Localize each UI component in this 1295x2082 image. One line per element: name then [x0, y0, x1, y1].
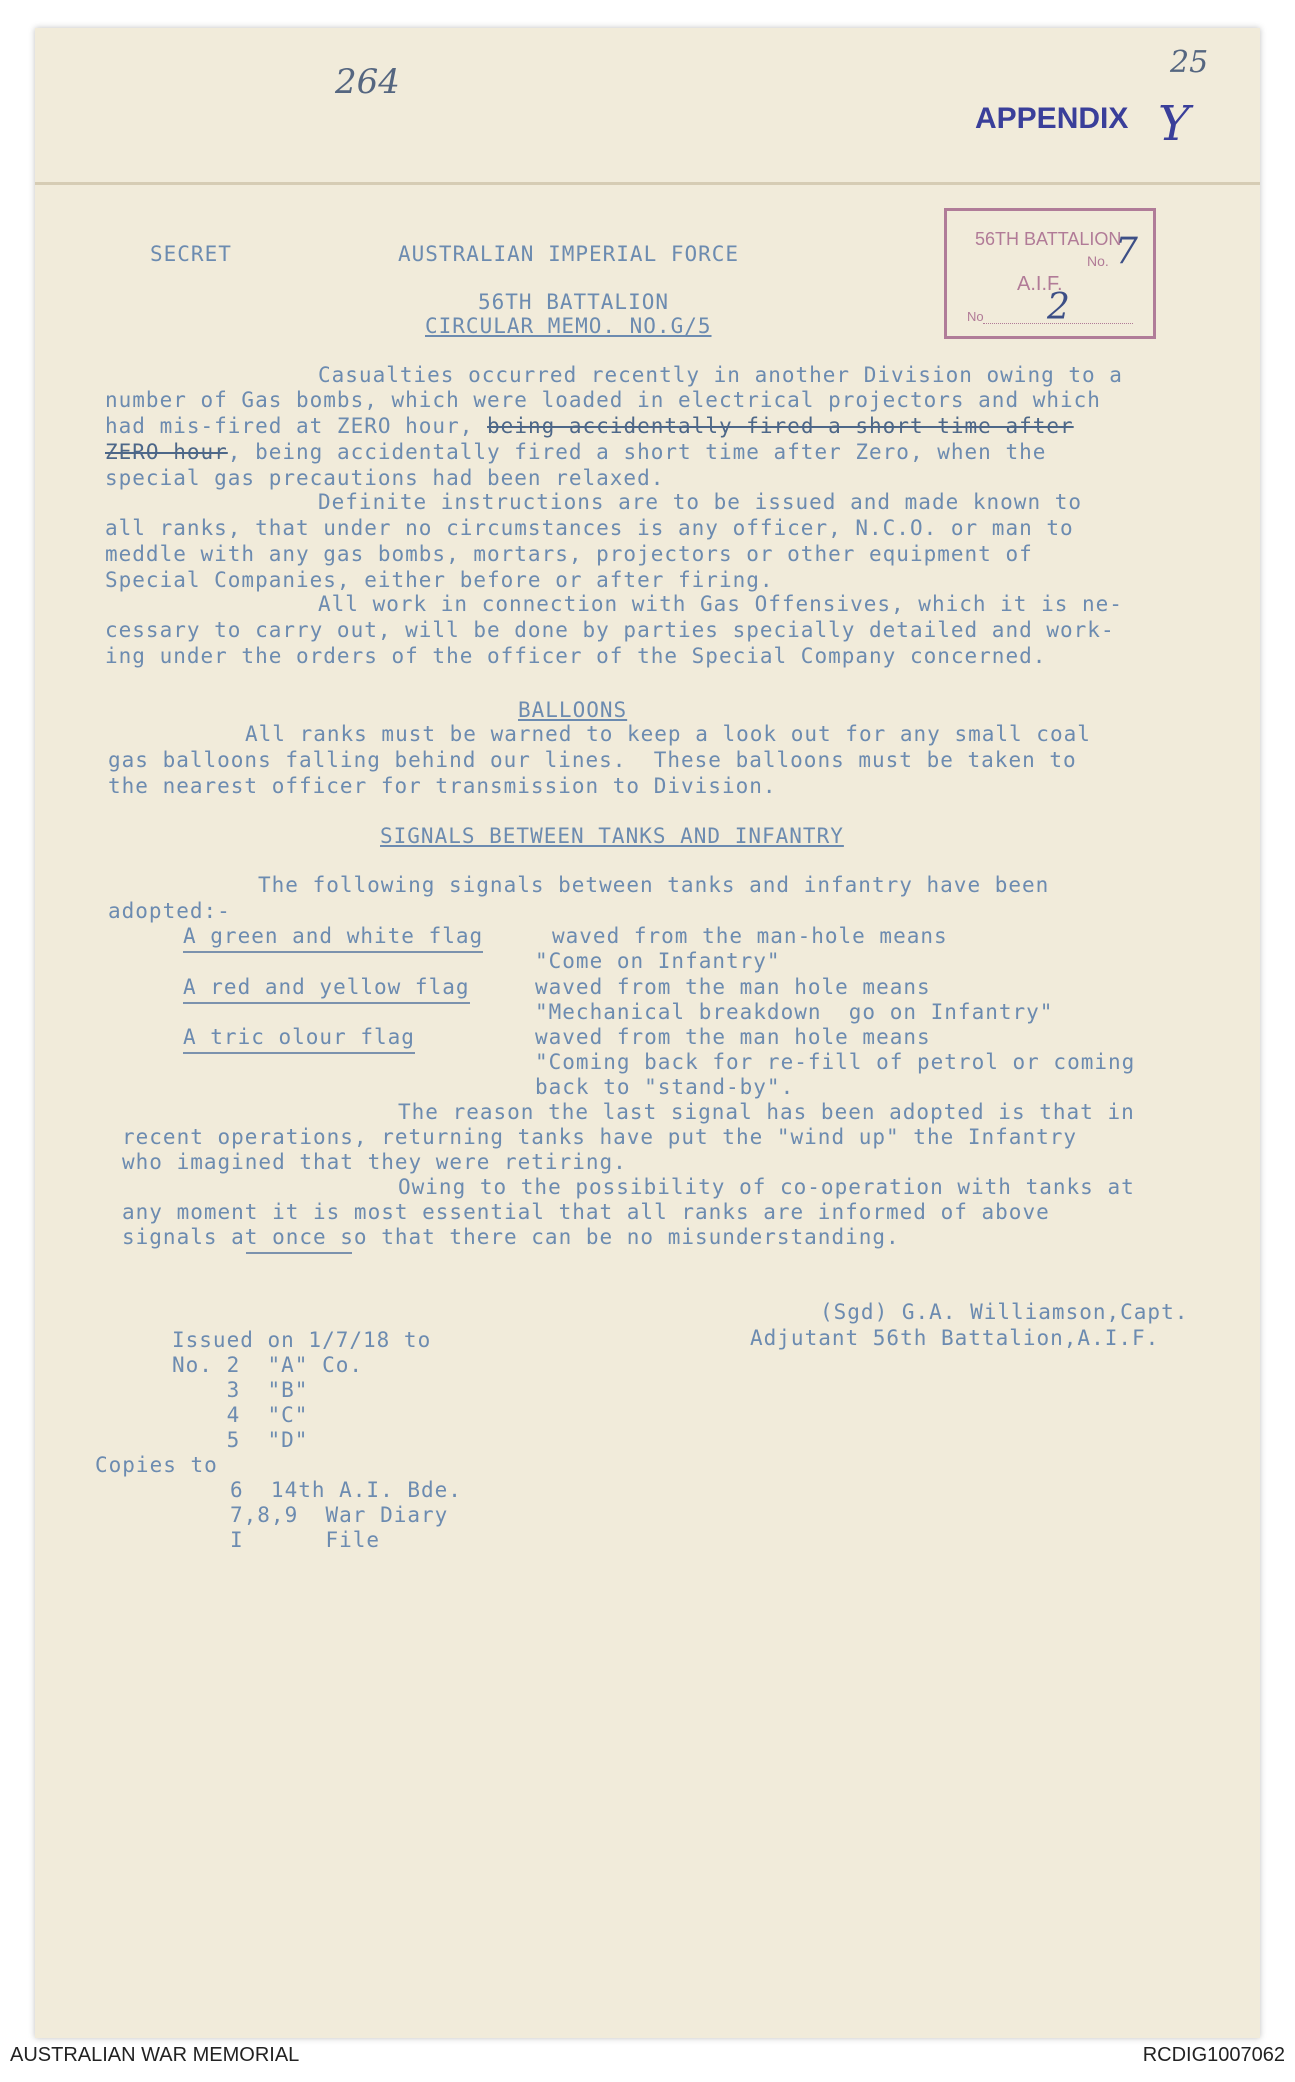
gas-line-5: special gas precautions had been relaxed. — [105, 466, 665, 490]
owing-line-3: signals at once so that there can be no misunderstanding. — [122, 1225, 900, 1249]
reason-line-2: recent operations, returning tanks have put the "wind up" the Infantry — [122, 1125, 1078, 1149]
balloons-heading: BALLOONS — [518, 698, 628, 722]
flag-red-yellow-meaning: "Mechanical breakdown go on Infantry" — [535, 1000, 1054, 1024]
balloons-line-1: All ranks must be warned to keep a look out for any small coal — [245, 722, 1091, 746]
receipt-stamp-no2-label: No — [967, 309, 984, 324]
signals-intro-1: The following signals between tanks and infantry have been — [258, 873, 1050, 897]
gas-line-10: All work in connection with Gas Offensives, which it is ne- — [318, 592, 1123, 616]
pencil-page-number: 25 — [1170, 45, 1209, 80]
gas-line-8: meddle with any gas bombs, mortars, projectors or other equipment of — [105, 542, 1033, 566]
gas-line-9: Special Companies, either before or after firing. — [105, 568, 774, 592]
copies-row: 6 14th A.I. Bde. — [230, 1478, 462, 1502]
force-title: AUSTRALIAN IMPERIAL FORCE — [398, 242, 740, 266]
receipt-stamp-no-value: 7 — [1115, 231, 1138, 272]
gas-line-3 — [105, 414, 1074, 438]
gas-line-12: ing under the orders of the officer of the Special Company concerned. — [105, 644, 1047, 668]
signature-title: Adjutant 56th Battalion,A.I.F. — [750, 1326, 1160, 1350]
footer-record-id: RCDIG1007062 — [1142, 2044, 1285, 2066]
gas-line-6: Definite instructions are to be issued and made known to — [318, 490, 1083, 514]
copies-row: I File — [230, 1528, 381, 1552]
gas-line-2: number of Gas bombs, which were loaded in electrical projectors and which — [105, 388, 1101, 412]
flag-tricolour-action: waved from the man hole means — [535, 1025, 931, 1049]
flag-green-white-action: waved from the man-hole means — [552, 924, 948, 948]
copies-row: 7,8,9 War Diary — [230, 1503, 449, 1527]
flag-tricolour-meaning-2: back to "stand-by". — [535, 1075, 795, 1099]
flag-tricolour-meaning-1: "Coming back for re-fill of petrol or coming — [535, 1050, 1136, 1074]
flag-tricolour: A tric olour flag — [183, 1025, 415, 1054]
issued-row: 5 "D" — [172, 1428, 309, 1452]
reason-line-1: The reason the last signal has been adopted is that in — [398, 1100, 1135, 1124]
balloons-line-2: gas balloons falling behind our lines. These balloons must be taken to — [108, 748, 1077, 772]
owing-line-2: any moment it is most essential that all ranks are informed of above — [122, 1200, 1050, 1224]
gas-line-4 — [105, 440, 1046, 464]
flag-green-white-meaning: "Come on Infantry" — [535, 949, 781, 973]
receipt-stamp-aif: A.I.F. — [1017, 273, 1063, 295]
battalion-title: 56TH BATTALION — [478, 290, 670, 314]
receipt-stamp — [944, 208, 1156, 339]
paper-fold-line — [35, 182, 1260, 185]
appendix-mark: Y — [1158, 96, 1190, 152]
copies-label: Copies to — [95, 1453, 218, 1477]
gas-line-3-struck: being accidentally fired a short time after — [487, 414, 1074, 438]
receipt-stamp-unit: 56TH BATTALION — [975, 229, 1122, 249]
balloons-line-3: the nearest officer for transmission to Division. — [108, 774, 777, 798]
at-once-underline — [246, 1252, 352, 1254]
flag-green-white: A green and white flag — [183, 924, 483, 953]
flag-red-yellow-action: waved from the man hole means — [535, 975, 931, 999]
gas-line-7: all ranks, that under no circumstances is any officer, N.C.O. or man to — [105, 516, 1074, 540]
secret-label: SECRET — [150, 242, 232, 266]
reason-line-3: who imagined that they were retiring. — [122, 1150, 627, 1174]
footer-institution: AUSTRALIAN WAR MEMORIAL — [10, 2044, 300, 2066]
signals-intro-2: adopted:- — [108, 899, 231, 923]
gas-line-1: Casualties occurred recently in another Division owing to a — [318, 363, 1123, 387]
owing-line-1: Owing to the possibility of co-operation with tanks at — [398, 1175, 1135, 1199]
issued-row: 3 "B" — [172, 1378, 309, 1402]
receipt-stamp-no2-value: 2 — [1047, 287, 1070, 328]
flag-red-yellow: A red and yellow flag — [183, 975, 470, 1004]
gas-line-4-text: , being accidentally fired a short time after Zero, when the — [227, 440, 1047, 464]
pencil-folio: 264 — [335, 62, 400, 102]
issued-row: No. 2 "A" Co. — [172, 1353, 364, 1377]
issued-line: Issued on 1/7/18 to — [172, 1328, 432, 1352]
signature-name: (Sgd) G.A. Williamson,Capt. — [820, 1300, 1189, 1324]
signals-heading: SIGNALS BETWEEN TANKS AND INFANTRY — [380, 824, 844, 848]
memo-title: CIRCULAR MEMO. NO.G/5 — [425, 314, 712, 338]
gas-line-3-text: had mis-fired at ZERO hour, — [105, 414, 474, 438]
gas-line-11: cessary to carry out, will be done by parties specially detailed and work- — [105, 618, 1115, 642]
issued-row: 4 "C" — [172, 1403, 309, 1427]
gas-line-4-struck: ZERO hour — [105, 440, 228, 464]
appendix-stamp: APPENDIX — [975, 102, 1129, 135]
receipt-stamp-no-label: No. — [1087, 253, 1109, 269]
